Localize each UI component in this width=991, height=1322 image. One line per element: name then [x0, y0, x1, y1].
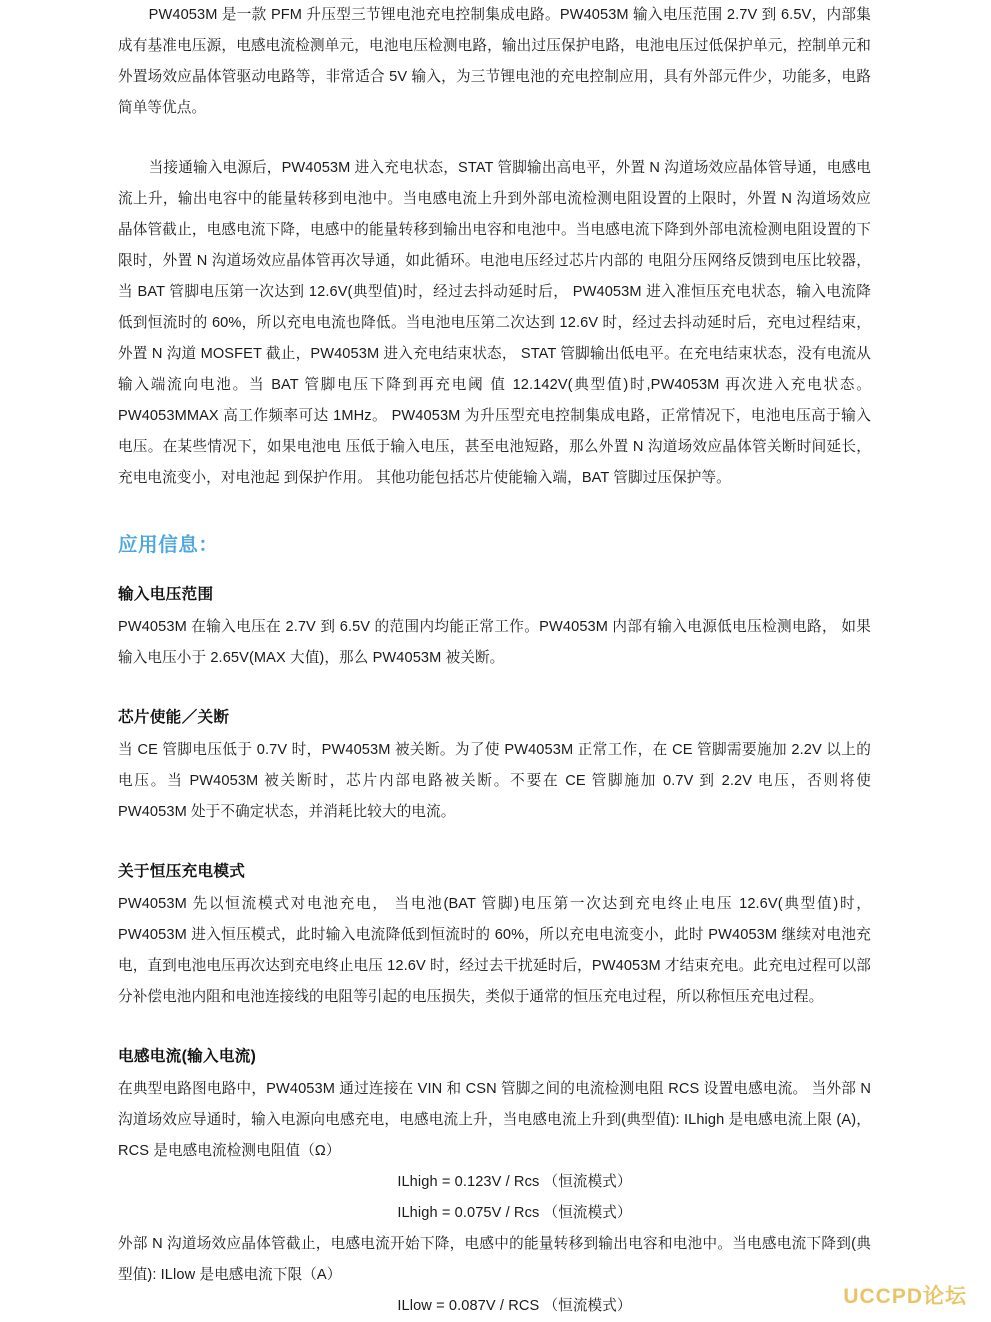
subsection-heading-chip-enable-shutdown: 芯片使能／关断	[118, 709, 230, 726]
subsection-heading-constant-voltage-mode: 关于恒压充电模式	[118, 863, 246, 880]
subsection-paragraph: PW4053M 先以恒流模式对电池充电， 当电池(BAT 管脚)电压第一次达到充电终止电压 12.6V(典型值)时，PW4053M 进入恒压模式，此时输入电流降低到恒流时的 60%，所以充电电流变小，此时 PW4053M 继续对电池充电，直到电池电压再次达到充电终止电压 12.6V 时，经过去干扰延时后，PW4053M 才结束充电。此充电过程可以部分补偿电池内阻和电池连接线的电阻等引起的电压损失，类似于通常的恒压充电过程，所以称恒压充电过程。	[118, 896, 871, 1005]
spacer	[118, 1013, 871, 1042]
watermark: UCCPD论坛	[843, 1285, 967, 1308]
subsection-paragraph-2: 外部 N 沟道场效应晶体管截止，电感电流开始下降，电感中的能量转移到输出电容和电池中。当电感电流下降到(典型值): ILlow 是电感电流下限（A）	[118, 1236, 871, 1283]
spacer	[118, 560, 871, 580]
spacer	[118, 828, 871, 857]
formula-group-1	[118, 1167, 871, 1229]
subsection-paragraph: 在典型电路图电路中，PW4053M 通过连接在 VIN 和 CSN 管脚之间的电流检测电阻 RCS 设置电感电流。 当外部 N 沟道场效应导通时，输入电源向电感充电，电感电流上升，当电感电流上升到(典型值): ILhigh 是电感电流上限 (A)，RCS 是电感电流检测电阻值（Ω）	[118, 1081, 871, 1159]
intro-paragraph-1: PW4053M 是一款 PFM 升压型三节锂电池充电控制集成电路。PW4053M 输入电压范围 2.7V 到 6.5V，内部集成有基准电压源，电感电流检测单元，电池电压检测电路，输出过压保护电路，电池电压过低保护单元，控制单元和外置场效应晶体管驱动电路等，非常适合 5V 输入，为三节锂电池的充电控制应用，具有外部元件少，功能多，电路简单等优点。	[118, 7, 871, 116]
formula-line: ILlow = 0.087V / RCS （恒流模式）	[397, 1298, 632, 1314]
application-section-title: 应用信息：	[118, 534, 219, 556]
subsection-paragraph: PW4053M 在输入电压在 2.7V 到 6.5V 的范围内均能正常工作。PW4053M 内部有输入电源低电压检测电路， 如果输入电压小于 2.65V(MAX 大值)，那么 PW4053M 被关断。	[118, 619, 871, 666]
spacer	[118, 124, 871, 153]
subsection-heading-input-voltage-range: 输入电压范围	[118, 586, 214, 603]
formula-group-2	[118, 1291, 871, 1322]
formula-line: ILhigh = 0.123V / Rcs （恒流模式）	[397, 1174, 632, 1190]
intro-paragraph-2: 当接通输入电源后，PW4053M 进入充电状态，STAT 管脚输出高电平，外置 N 沟道场效应晶体管导通，电感电流上升，输出电容中的能量转移到电池中。当电感电流上升到外部电流检测电阻设置的上限时，外置 N 沟道场效应晶体管截止，电感电流下降，电感中的能量转移到输出电容和电池中。当电感电流下降到外部电流检测电阻设置的下限时，外置 N 沟道场效应晶体管再次导通，如此循环。电池电压经过芯片内部的 电阻分压网络反馈到电压比较器，当 BAT 管脚电压第一次达到 12.6V(典型值)时，经过去抖动延时后， PW4053M 进入准恒压充电状态，输入电流降低到恒流时的 60%，所以充电电流也降低。当电池电压第二次达到 12.6V 时，经过去抖动延时后，充电过程结束，外置 N 沟道 MOSFET 截止，PW4053M 进入充电结束状态， STAT 管脚输出低电平。在充电结束状态，没有电流从输入端流向电池。当 BAT 管脚电压下降到再充电阈 值 12.142V(典型值)时,PW4053M 再次进入充电状态。PW4053MMAX 高工作频率可达 1MHz。 PW4053M 为升压型充电控制集成电路，正常情况下，电池电压高于输入电压。在某些情况下，如果电池电 压低于输入电压，甚至电池短路，那么外置 N 沟道场效应晶体管关断时间延长，充电电流变小，对电池起 到保护作用。 其他功能包括芯片使能输入端，BAT 管脚过压保护等。	[118, 160, 871, 486]
spacer	[118, 674, 871, 703]
subsection-paragraph: 当 CE 管脚电压低于 0.7V 时，PW4053M 被关断。为了使 PW4053M 正常工作，在 CE 管脚需要施加 2.2V 以上的电压。当 PW4053M 被关断时，芯片内部电路被关断。不要在 CE 管脚施加 0.7V 到 2.2V 电压，否则将使 PW4053M 处于不确定状态，并消耗比较大的电流。	[118, 742, 871, 820]
subsection-heading-inductor-current: 电感电流(输入电流)	[118, 1048, 257, 1065]
formula-line: ILhigh = 0.075V / Rcs （恒流模式）	[397, 1205, 632, 1221]
spacer	[118, 494, 871, 530]
